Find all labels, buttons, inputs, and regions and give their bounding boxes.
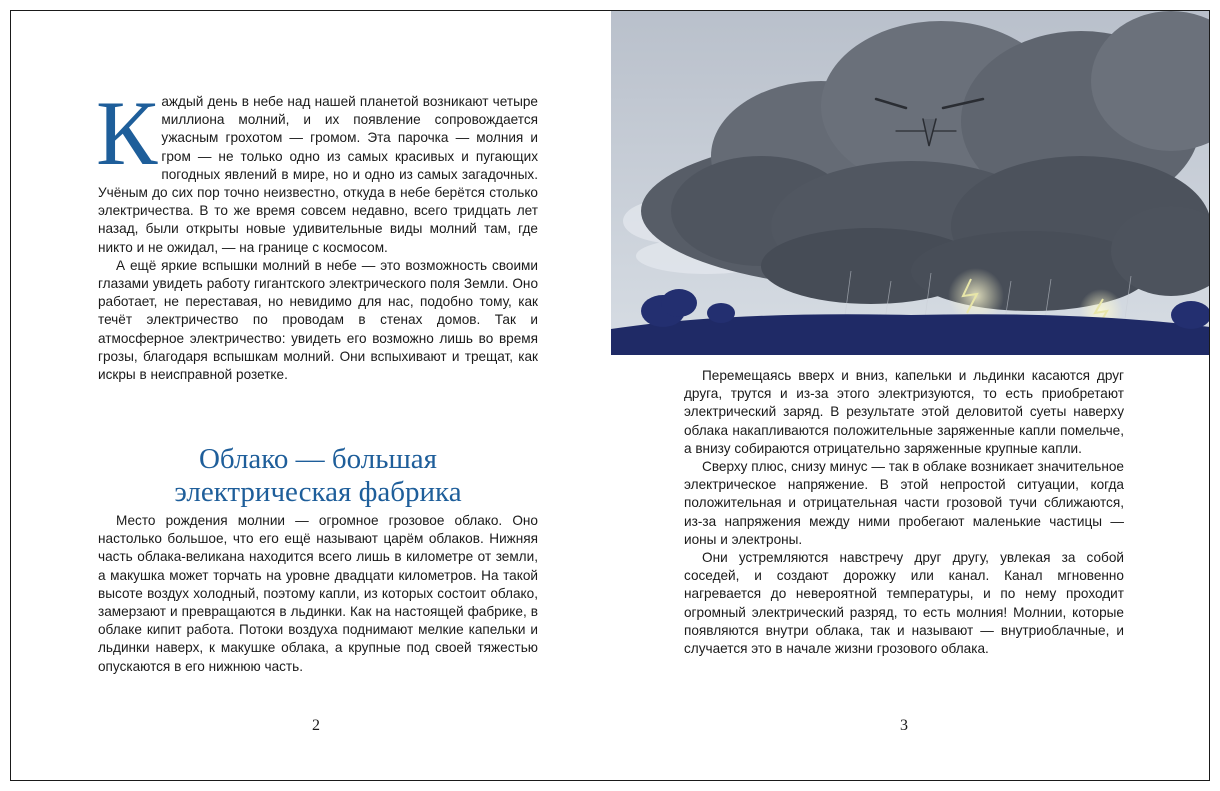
section-heading-line-2: электрическая фабрика <box>174 476 462 508</box>
right-paragraph-3: Они устремляются навстречу друг другу, увлекая за собой соседей, и создают дорожку или канал. Канал мгновенно нагревается до невероятной температуры, и по нему проходит огромный электрический разряд, то есть молния! Молнии, которые появляются внутри облака, так и называют — внутриоблачные, и случается это в начале жизни грозового облака. <box>684 550 1124 657</box>
section-text <box>98 512 538 676</box>
intro-paragraph-1: аждый день в небе над нашей планетой возникают четыре миллиона молний, и их появление сопровождается ужасным грохотом — громом. Эта парочка — молния и гром — не только одно из самых красивых и пугающих погодных явлений в мире, но и одно из самых загадочных. Учёным до сих пор точно неизвестно, откуда в небе берётся столько электричества. В то же время совсем недавно, всего тридцать лет назад, были открыты новые удивительные виды молний там, где никто и не ожидал, — на границе с космосом. <box>98 94 538 255</box>
section-heading-line-1: Облако — большая <box>198 443 438 475</box>
intro-paragraph-2: А ещё яркие вспышки молний в небе — это возможность своими глазами увидеть работу гигантского электрического поля Земли. Оно работает, не переставая, но невидимо для нас, подобно тому, как течёт электричество по проводам в стенах домов. Так и атмосферное электричество: увидеть его возможно лишь во время грозы, благодаря вспышкам молний. Они вспыхивают и трещат, как искры в неисправной розетке. <box>98 257 538 383</box>
ground-hill <box>611 314 1210 355</box>
section-paragraph: Место рождения молнии — огромное грозовое облако. Оно настолько большое, что его ещё называют царём облаков. Нижняя часть облака-великана находится всего лишь в километре от земли, а макушка может торчать на уровне двадцати километров. На такой высоте воздух холодный, поэтому капли, из которых состоит облако, замерзают и превращаются в льдинки. Как на настоящей фабрике, в облаке кипит работа. Потоки воздуха поднимают мелкие капельки и льдинки наверх, к макушке облака, а крупные под своей тяжестью опускаются в его нижнюю часть. <box>98 513 538 674</box>
section-heading <box>98 443 538 509</box>
page-number-left: 2 <box>312 717 320 734</box>
right-page <box>611 11 1210 780</box>
page-number-right: 3 <box>900 717 908 734</box>
drop-cap: К <box>96 82 158 184</box>
storm-cloud-illustration <box>611 11 1210 355</box>
book-spread <box>10 10 1210 781</box>
right-paragraph-1: Перемещаясь вверх и вниз, капельки и льдинки касаются друг друга, трутся и из-за этого электризуются, то есть приобретают электрический заряд. В результате этой деловитой суеты наверху облака накапливаются положительные заряженные капли помельче, а внизу собираются отрицательно заряженные крупные капли. <box>684 368 1124 456</box>
right-paragraph-2: Сверху плюс, снизу минус — так в облаке возникает значительное электрическое напряжение. В этой непростой ситуации, когда положительная и отрицательная части грозовой тучи сближаются, из-за напряжения между ними пробегают маленькие частицы — ионы и электроны. <box>684 459 1124 547</box>
intro-text <box>96 82 538 384</box>
left-page <box>11 11 611 780</box>
right-text <box>684 367 1124 658</box>
